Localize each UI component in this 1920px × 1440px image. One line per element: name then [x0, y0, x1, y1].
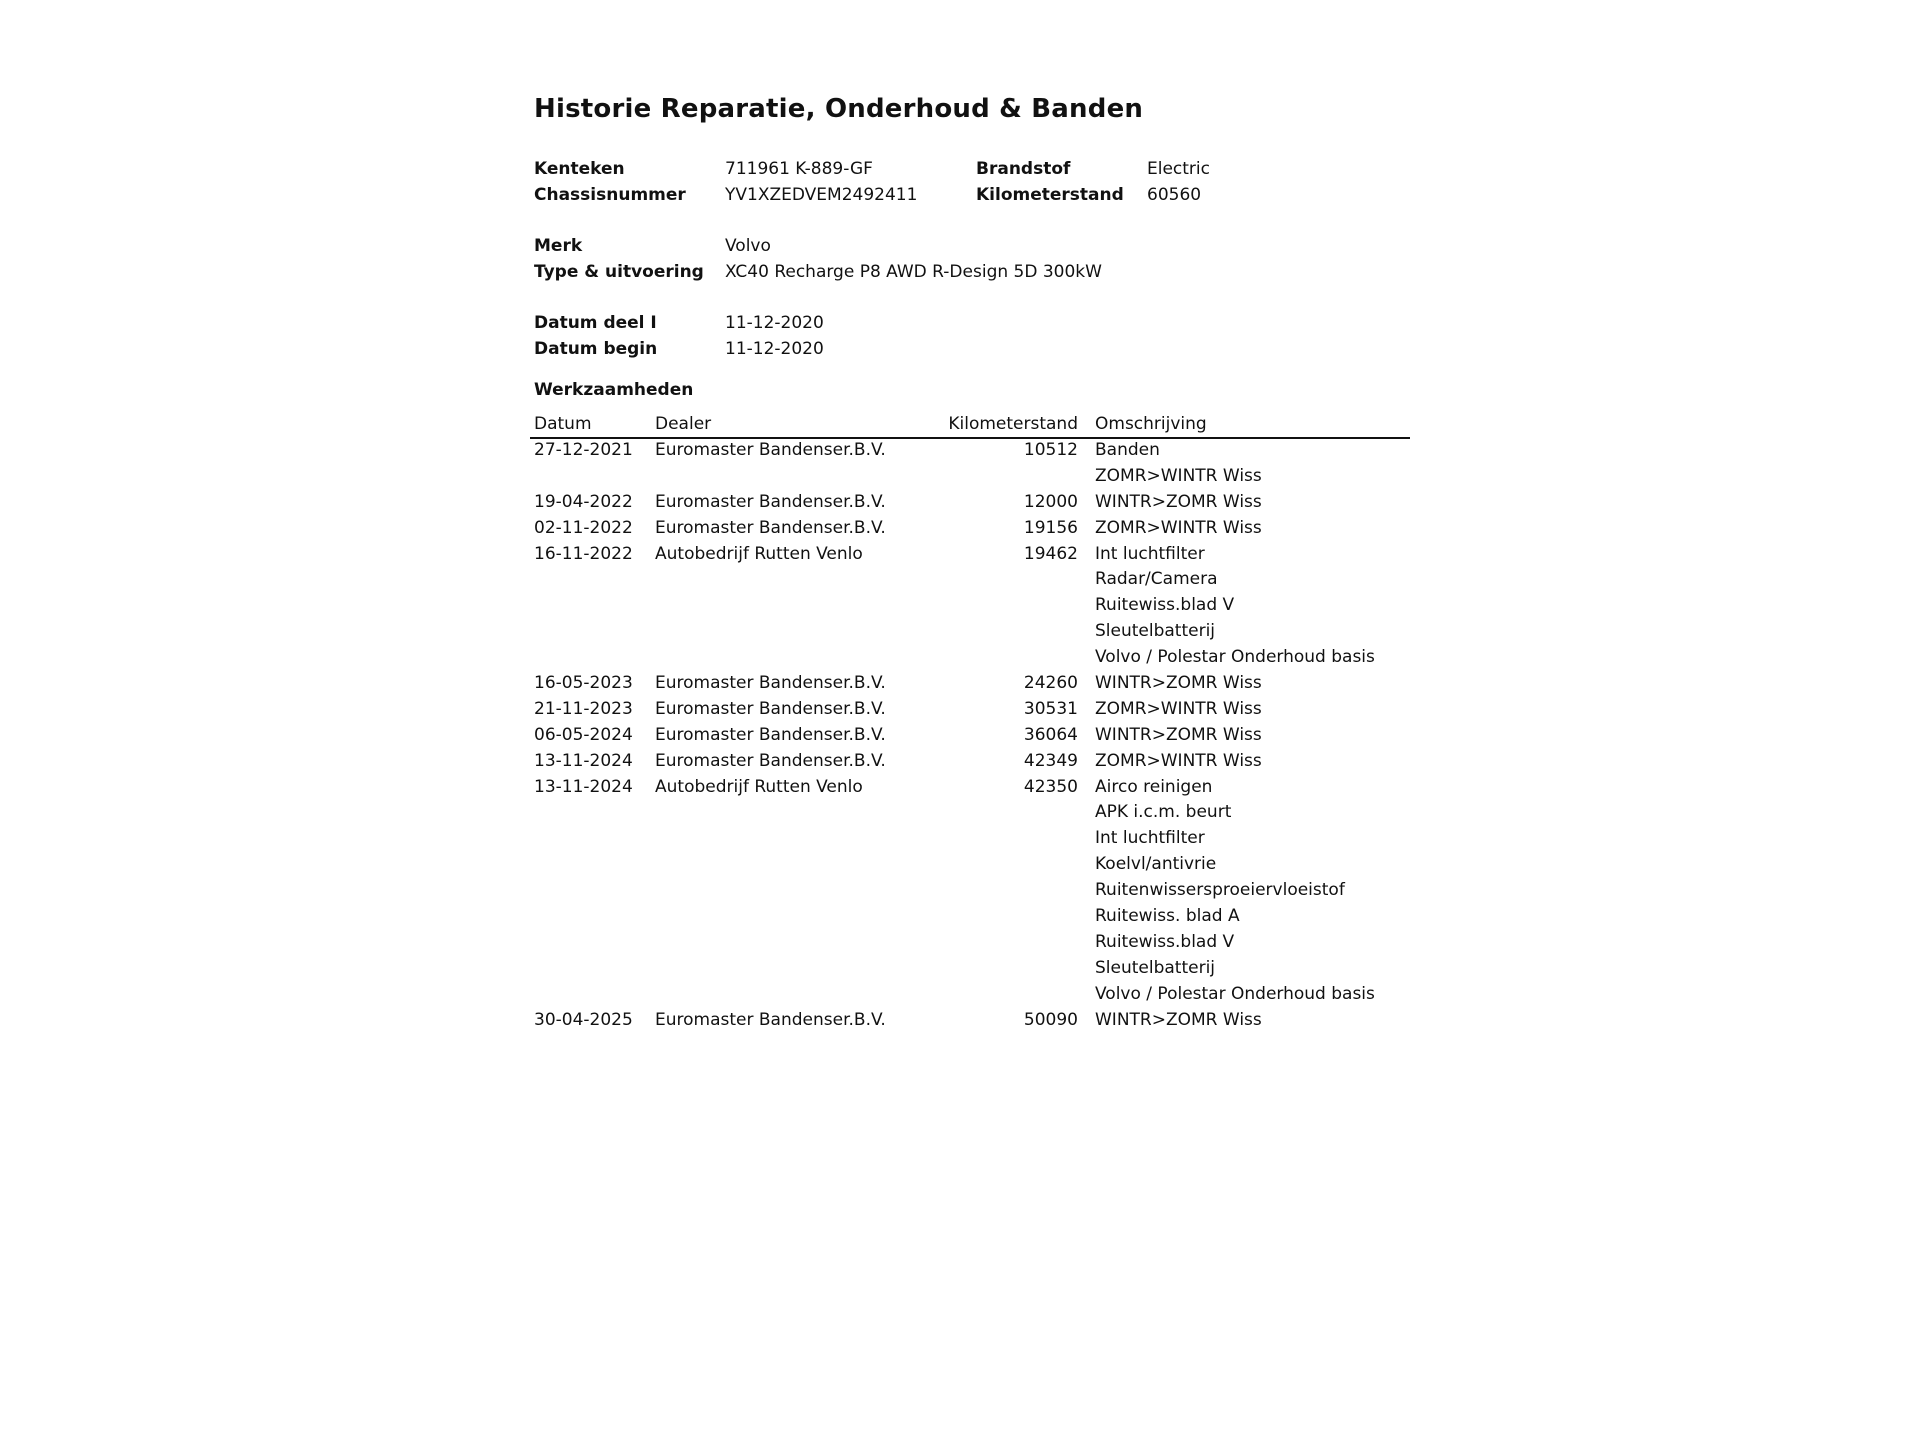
cell-omschrijving: ZOMR>WINTR Wiss	[1095, 698, 1262, 719]
cell-dealer: Euromaster Bandenser.B.V.	[655, 724, 886, 745]
cell-kilometerstand: 30531	[1023, 698, 1078, 719]
table-row	[530, 566, 1410, 592]
werkzaamheden-table-body	[530, 437, 1410, 1032]
kilometerstand-value: 60560	[1147, 185, 1202, 205]
column-header-omschrijving: Omschrijving	[1095, 414, 1207, 434]
table-row	[530, 437, 1410, 463]
brandstof-label: Brandstof	[976, 159, 1071, 179]
cell-kilometerstand: 36064	[1023, 724, 1078, 745]
cell-omschrijving: ZOMR>WINTR Wiss	[1095, 750, 1262, 771]
cell-dealer: Euromaster Bandenser.B.V.	[655, 1009, 886, 1030]
cell-omschrijving: Volvo / Polestar Onderhoud basis	[1095, 647, 1375, 668]
table-row	[530, 592, 1410, 618]
cell-kilometerstand: 10512	[1023, 440, 1078, 460]
table-row	[530, 981, 1410, 1007]
cell-omschrijving: APK i.c.m. beurt	[1095, 802, 1232, 823]
cell-kilometerstand: 12000	[1023, 491, 1078, 512]
cell-dealer: Euromaster Bandenser.B.V.	[655, 673, 886, 694]
cell-omschrijving: ZOMR>WINTR Wiss	[1095, 465, 1262, 486]
cell-date: 30-04-2025	[534, 1009, 633, 1030]
merk-value: Volvo	[725, 236, 771, 256]
cell-dealer: Euromaster Bandenser.B.V.	[655, 750, 886, 771]
cell-dealer: Autobedrijf Rutten Venlo	[655, 776, 863, 797]
cell-omschrijving: Radar/Camera	[1095, 569, 1218, 590]
table-row	[530, 955, 1410, 981]
cell-date: 27-12-2021	[534, 440, 633, 460]
cell-kilometerstand: 19156	[1023, 517, 1078, 538]
chassis-label: Chassisnummer	[534, 185, 686, 205]
cell-date: 06-05-2024	[534, 724, 633, 745]
section-title-werkzaamheden: Werkzaamheden	[534, 380, 694, 400]
datum-deel-value: 11-12-2020	[725, 313, 824, 333]
table-row	[530, 799, 1410, 825]
datum-begin-value: 11-12-2020	[725, 339, 824, 359]
cell-date: 16-05-2023	[534, 673, 633, 694]
table-row	[530, 1007, 1410, 1033]
column-header-kilometerstand: Kilometerstand	[948, 414, 1078, 434]
cell-omschrijving: Sleutelbatterij	[1095, 621, 1216, 642]
cell-omschrijving: WINTR>ZOMR Wiss	[1095, 1009, 1262, 1030]
cell-date: 16-11-2022	[534, 543, 633, 564]
kenteken-value: 711961 K-889-GF	[725, 159, 873, 179]
chassis-value: YV1XZEDVEM2492411	[725, 185, 918, 205]
table-header	[530, 411, 1410, 439]
cell-omschrijving: Ruitewiss. blad A	[1095, 906, 1240, 927]
cell-omschrijving: WINTR>ZOMR Wiss	[1095, 724, 1262, 745]
cell-omschrijving: WINTR>ZOMR Wiss	[1095, 673, 1262, 694]
cell-date: 19-04-2022	[534, 491, 633, 512]
cell-omschrijving: Int luchtfilter	[1095, 828, 1205, 849]
cell-omschrijving: Koelvl/antivrie	[1095, 854, 1217, 875]
table-row	[530, 877, 1410, 903]
cell-dealer: Euromaster Bandenser.B.V.	[655, 491, 886, 512]
brandstof-value: Electric	[1147, 159, 1210, 179]
table-row	[530, 825, 1410, 851]
table-row	[530, 929, 1410, 955]
cell-date: 21-11-2023	[534, 698, 633, 719]
table-row	[530, 696, 1410, 722]
table-row	[530, 748, 1410, 774]
cell-date: 02-11-2022	[534, 517, 633, 538]
cell-omschrijving: Banden	[1095, 440, 1160, 460]
cell-date: 13-11-2024	[534, 750, 633, 771]
table-row	[530, 541, 1410, 567]
cell-kilometerstand: 42349	[1023, 750, 1078, 771]
column-header-datum: Datum	[534, 414, 592, 434]
cell-dealer: Euromaster Bandenser.B.V.	[655, 517, 886, 538]
cell-omschrijving: Ruitewiss.blad V	[1095, 595, 1235, 616]
cell-omschrijving: Int luchtfilter	[1095, 543, 1205, 564]
table-row	[530, 903, 1410, 929]
page-title: Historie Reparatie, Onderhoud & Banden	[534, 94, 1144, 124]
column-header-dealer: Dealer	[655, 414, 712, 434]
datum-deel-label: Datum deel I	[534, 313, 657, 333]
cell-omschrijving: Sleutelbatterij	[1095, 957, 1216, 978]
cell-dealer: Euromaster Bandenser.B.V.	[655, 698, 886, 719]
cell-omschrijving: WINTR>ZOMR Wiss	[1095, 491, 1262, 512]
cell-omschrijving: Volvo / Polestar Onderhoud basis	[1095, 983, 1375, 1004]
table-row	[530, 463, 1410, 489]
table-row	[530, 851, 1410, 877]
cell-dealer: Euromaster Bandenser.B.V.	[655, 440, 886, 460]
cell-omschrijving: ZOMR>WINTR Wiss	[1095, 517, 1262, 538]
table-row	[530, 670, 1410, 696]
cell-kilometerstand: 42350	[1023, 776, 1078, 797]
table-row	[530, 515, 1410, 541]
table-row	[530, 618, 1410, 644]
kenteken-label: Kenteken	[534, 159, 625, 179]
kilometerstand-label: Kilometerstand	[976, 185, 1124, 205]
type-label: Type & uitvoering	[534, 262, 704, 282]
document-page	[534, 0, 1414, 1440]
type-value: XC40 Recharge P8 AWD R-Design 5D 300kW	[725, 262, 1102, 282]
cell-kilometerstand: 24260	[1023, 673, 1078, 694]
cell-date: 13-11-2024	[534, 776, 633, 797]
cell-kilometerstand: 50090	[1023, 1009, 1078, 1030]
table-row	[530, 774, 1410, 800]
datum-begin-label: Datum begin	[534, 339, 658, 359]
cell-omschrijving: Airco reinigen	[1095, 776, 1213, 797]
cell-omschrijving: Ruitenwissersproeiervloeistof	[1095, 880, 1345, 901]
table-row	[530, 644, 1410, 670]
cell-kilometerstand: 19462	[1023, 543, 1078, 564]
cell-omschrijving: Ruitewiss.blad V	[1095, 931, 1235, 952]
table-row	[530, 722, 1410, 748]
cell-dealer: Autobedrijf Rutten Venlo	[655, 543, 863, 564]
merk-label: Merk	[534, 236, 583, 256]
table-row	[530, 489, 1410, 515]
